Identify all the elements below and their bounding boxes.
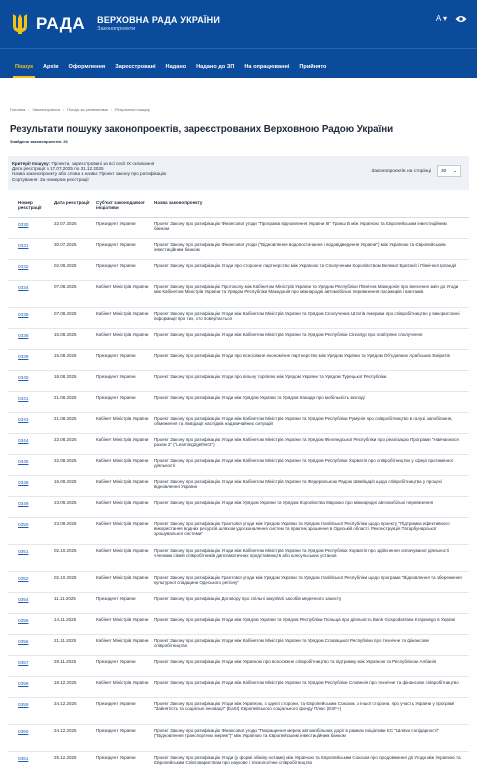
- bill-title: Проект Закону про ратифікацію Угоди між Урядом України та Урядом Канади про мобільність молоді: [154, 394, 365, 400]
- registration-date: 23.09.2025: [54, 499, 77, 505]
- registration-date: 15.08.2025: [54, 352, 77, 358]
- criteria-line: Дата реєстрації з 17.07.2025 по 31.12.2025: [12, 166, 104, 172]
- col-name: Назва законопроекту: [154, 200, 203, 205]
- table-row: [8, 635, 469, 656]
- bill-title: Проект Закону про ратифікацію Фінансової угоди "Покращення мереж автомобільних доріг в рамках Ініціативи ЄС "Шляхи солідарності" ("Відновлення транспортних мереж")" між Україною та Європейським інвестиційним банком: [154, 727, 440, 738]
- table-row: [8, 476, 469, 497]
- registration-date: 21.08.2025: [54, 415, 77, 421]
- breadcrumb-separator: /: [28, 107, 30, 112]
- registration-date: 22.08.2025: [54, 457, 77, 463]
- page-title: Результати пошуку законопроектів, зареєстрованих Верховною Радою України: [10, 124, 394, 135]
- bill-title: Проект Закону про ратифікацію Угоди між Україною, з однієї сторони, та Європейським Союзом, з іншої сторони, про участь України у програмі "Зайнятість та соціальні інновації" (EaSI) Європейського соціального фонду Плюс (ESF+): [154, 700, 455, 711]
- nav-item[interactable]: Прийнято: [299, 64, 327, 70]
- bill-number-link[interactable]: 0361: [18, 755, 29, 761]
- site-logo[interactable]: [10, 12, 220, 36]
- table-row: [8, 545, 469, 572]
- bill-title: Проект Закону про ратифікацію Угоди між Кабінетом Міністрів України та Урядом Республіки Сінгапур про повітряне сполучення: [154, 331, 423, 337]
- bill-title: Проект Закону про ратифікацію Угоди між Кабінетом Міністрів України та Урядом Республіки Словенія про технічне та фінансове співробітництво: [154, 679, 459, 685]
- table-row: [8, 308, 469, 329]
- bill-number-link[interactable]: 0343: [18, 416, 29, 422]
- bill-number-link[interactable]: 0345: [18, 458, 29, 464]
- table-row: [8, 614, 469, 635]
- registration-date: 21.11.2025: [54, 637, 77, 643]
- per-page-select[interactable]: 30 ⌄: [437, 165, 461, 177]
- registration-date: 22.08.2025: [54, 436, 77, 442]
- bill-number-link[interactable]: 0330: [18, 221, 29, 227]
- initiator: Президент України: [96, 262, 136, 268]
- initiator: Президент України: [96, 241, 136, 247]
- initiator: Кабінет Міністрів України: [96, 310, 149, 316]
- initiator: Кабінет Міністрів України: [96, 478, 149, 484]
- initiator: Президент України: [96, 754, 136, 760]
- breadcrumb: [0, 78, 477, 114]
- bill-number-link[interactable]: 0341: [18, 395, 29, 401]
- col-date: Дата реєстрації: [54, 200, 90, 205]
- bill-number-link[interactable]: 0344: [18, 437, 29, 443]
- table-row: [8, 572, 469, 593]
- bill-title: Проект Закону про ратифікацію Угоди про вільну торгівлю між Урядом України та Урядом Турецької Республіки: [154, 373, 387, 379]
- initiator: Кабінет Міністрів України: [96, 520, 149, 526]
- initiator: Кабінет Міністрів України: [96, 679, 149, 685]
- registration-date: 25.12.2025: [54, 754, 77, 760]
- initiator: Кабінет Міністрів України: [96, 436, 149, 442]
- registration-date: 07.08.2025: [54, 310, 77, 316]
- table-row: [8, 329, 469, 350]
- table-row: [8, 752, 469, 772]
- bill-title: Проект Закону про ратифікацію Фінансової угоди ("Відновлення водопостачання і водовідведення України") між Україною та Європейським інвестиційним банком: [154, 241, 446, 252]
- bill-number-link[interactable]: 0331: [18, 242, 29, 248]
- registration-date: 28.11.2025: [54, 658, 77, 664]
- nav-item[interactable]: Надано до ЗП: [196, 64, 235, 70]
- table-row: [8, 497, 469, 518]
- bill-title: Проект Закону про ратифікацію Грантової угоди між Урядом України та Урядом Італійської Республіки щодо проекту "Підтримка ефективного використання водних ресурсів шляхом удосконалення систем та практик зрошення в Одеській області. Реконструкція Татарбунарської зрошувальної системи": [154, 520, 450, 537]
- table-row: [8, 392, 469, 413]
- registration-date: 23.09.2025: [54, 520, 77, 526]
- breadcrumb-item[interactable]: Пошук за реквізитами: [67, 107, 108, 112]
- bill-title: Проект Закону про ратифікацію Угоди між Кабінетом Міністрів України та Урядом Фінляндської Республіки про реалізацію Програми "Навчаємося разом 2" ("Learning2gether2"): [154, 436, 459, 447]
- initiator: Кабінет Міністрів України: [96, 415, 149, 421]
- bill-number-link[interactable]: 0356: [18, 638, 29, 644]
- bill-number-link[interactable]: 0334: [18, 284, 29, 290]
- bill-number-link[interactable]: 0335: [18, 311, 29, 317]
- registration-date: 24.12.2025: [54, 727, 77, 733]
- bill-number-link[interactable]: 0358: [18, 680, 29, 686]
- initiator: Президент України: [96, 373, 136, 379]
- registration-date: 15.08.2025: [54, 331, 77, 337]
- nav-item[interactable]: Зареєстровані: [115, 64, 156, 70]
- registration-date: 18.12.2025: [54, 679, 77, 685]
- bill-title: Проект Закону про ратифікацію Угоди про стороннє партнерство між Україною та Сполученим Королівством Великої Британії і Північної Ірландії: [154, 262, 457, 268]
- table-row: [8, 281, 469, 308]
- criteria-line: Сортування: За номером реєстрації: [12, 176, 89, 182]
- initiator: Президент України: [96, 595, 136, 601]
- bill-title: Проект Закону про ратифікацію Угоди між Кабінетом Міністрів України та Федеральною Радою Швейцарії щодо співробітництва у процесі відновлення України: [154, 478, 443, 489]
- table-header: [8, 200, 469, 218]
- table-row: [8, 239, 469, 260]
- registration-date: 07.08.2025: [54, 283, 77, 289]
- initiator: Кабінет Міністрів України: [96, 637, 149, 643]
- bill-number-link[interactable]: 0352: [18, 575, 29, 581]
- nav-item[interactable]: Оформлення: [68, 64, 106, 70]
- breadcrumb-item[interactable]: Законопроекти: [32, 107, 61, 112]
- initiator: Президент України: [96, 658, 136, 664]
- bill-title: Проект Закону про ратифікацію Протоколу між Кабінетом Міністрів України та Урядом Республіки Північна Македонія про внесення змін до Угоди між Кабінетом Міністрів України та Урядом Республіки Македонія про міжнародні автомобільні перевезення пасажирів і вантажів: [154, 283, 459, 294]
- found-count: Знайдено законопроектів: 26: [10, 139, 68, 144]
- initiator: Кабінет Міністрів України: [96, 331, 149, 337]
- table-row: [8, 260, 469, 281]
- bill-title: Проект Закону про ратифікацію Угоди між Кабінетом Міністрів України та Урядом Сполучених Штатів Америки про співробітництво у використанні інформації про тих, хто повертається: [154, 310, 460, 321]
- bill-title: Проект Закону про ратифікацію Угоди про всеосяжне економічне партнерство між Урядом України та Урядом Об'єднаних Арабських Еміратів: [154, 352, 450, 358]
- bill-title: Проект Закону про ратифікацію Угоди між Кабінетом Міністрів України та Урядом Республіки Румунія про співробітництво в галузі запобігання, обмеження та ліквідації наслідків надзвичайних ситуацій: [154, 415, 453, 426]
- trident-icon: [10, 12, 30, 36]
- bill-title: Проект Закону про ратифікацію Угоди між Урядом України та Урядом Королівства Марокко про міжнародні автомобільні перевезення: [154, 499, 434, 505]
- registration-date: 24.12.2025: [54, 700, 77, 706]
- table-row: [8, 350, 469, 371]
- initiator: Кабінет Міністрів України: [96, 457, 149, 463]
- bill-number-link[interactable]: 0351: [18, 548, 29, 554]
- bill-number-link[interactable]: 0338: [18, 332, 29, 338]
- bill-title: Проект Закону про ратифікацію Угоди між Урядом України та Урядом Республіки Польща про діяльність Bank Gospodarstwa Krajowego в Україні: [154, 616, 456, 622]
- table-row: [8, 518, 469, 545]
- table-row: [8, 371, 469, 392]
- registration-date: 14.11.2025: [54, 616, 77, 622]
- bill-title: Проект Закону про ратифікацію Договору про спільні закупівлі засобів медичного захисту: [154, 595, 342, 601]
- breadcrumb-item[interactable]: Головна: [10, 107, 26, 112]
- table-row: [8, 725, 469, 752]
- bill-number-link[interactable]: 0360: [18, 728, 29, 734]
- criteria-line: Назва законопроекту або слова з назви: Проект закону про ратифікацію: [12, 171, 167, 177]
- table-row: [8, 698, 469, 725]
- table-row: [8, 218, 469, 239]
- registration-date: 16.09.2025: [54, 478, 77, 484]
- registration-date: 02.10.2025: [54, 547, 77, 553]
- font-size-toggle[interactable]: A ▾: [435, 14, 447, 23]
- site-title: ВЕРХОВНА РАДА УКРАЇНИ: [97, 14, 220, 25]
- bill-number-link[interactable]: 0332: [18, 263, 29, 269]
- criteria-label: Критерії пошуку:: [12, 161, 51, 166]
- bill-number-link[interactable]: 0354: [18, 596, 29, 602]
- site-header: [0, 0, 477, 48]
- chevron-down-icon: ⌄: [452, 168, 457, 174]
- initiator: Кабінет Міністрів України: [96, 499, 149, 505]
- criteria-line: Проекти, зареєстровані за всі сесії IX скликання: [51, 161, 155, 166]
- breadcrumb-separator: /: [63, 107, 65, 112]
- nav-item[interactable]: Надано: [165, 64, 187, 70]
- col-subject: Суб'єкт законодавчої ініціативи: [96, 200, 145, 211]
- logo-text: РАДА: [36, 14, 86, 33]
- table-row: [8, 434, 469, 455]
- col-number: Номер реєстрації: [18, 200, 42, 211]
- registration-date: 30.07.2025: [54, 241, 77, 247]
- registration-date: 21.08.2025: [54, 394, 77, 400]
- table-row: [8, 677, 469, 698]
- breadcrumb-item: Результати пошуку: [115, 107, 150, 112]
- table-row: [8, 593, 469, 614]
- bill-title: Проект Закону про ратифікацію Угоди між Кабінетом Міністрів України та Урядом Республіки Хорватія про співробітництво у сфері протимінної діяльності: [154, 457, 453, 468]
- bill-number-link[interactable]: 0340: [18, 374, 29, 380]
- table-row: [8, 656, 469, 677]
- bill-number-link[interactable]: 0349: [18, 500, 29, 506]
- main-nav: [0, 48, 477, 78]
- search-criteria-panel: [8, 156, 469, 190]
- initiator: Президент України: [96, 220, 136, 226]
- initiator: Кабінет Міністрів України: [96, 547, 149, 553]
- bill-title: Проект Закону про ратифікацію Угоди між Україною про всеосяжне співробітництво та підтримку між Україною та Республікою Албанія: [154, 658, 437, 664]
- initiator: Президент України: [96, 394, 136, 400]
- initiator: Кабінет Міністрів України: [96, 616, 149, 622]
- registration-date: 18.08.2025: [54, 373, 77, 379]
- bill-number-link[interactable]: 0357: [18, 659, 29, 665]
- bill-title: Проект Закону про ратифікацію Угоди між Кабінетом Міністрів України та Урядом Республіки Хорватія про здійснення оплачуваної діяльності членами сімей співробітників дипломатичних представництв або консульських установ: [154, 547, 450, 558]
- bill-number-link[interactable]: 0348: [18, 479, 29, 485]
- table-row: [8, 413, 469, 434]
- bill-number-link[interactable]: 0355: [18, 617, 29, 623]
- bill-title: Проект Закону про ратифікацію Фінансової угоди "Програма відновлення України III" Транш В між Україною та Європейським інвестиційним банком: [154, 220, 447, 231]
- registration-date: 02.10.2025: [54, 574, 77, 580]
- bill-number-link[interactable]: 0339: [18, 353, 29, 359]
- nav-item[interactable]: На опрацюванні: [244, 64, 290, 70]
- nav-item[interactable]: Архів: [43, 64, 59, 70]
- bill-number-link[interactable]: 0350: [18, 521, 29, 527]
- table-row: [8, 455, 469, 476]
- per-page-label: Законопроектів на сторінці: [371, 168, 431, 174]
- bill-title: Проект Закону про ратифікацію Угоди (у формі обміну нотами) між Україною та Європейським Союзом про продовження дії Угоди між Україною та Європейським Співтовариством про наукове і технологічне співробітництво: [154, 754, 461, 765]
- nav-item[interactable]: Пошук: [10, 64, 38, 78]
- initiator: Президент України: [96, 700, 136, 706]
- breadcrumb-separator: /: [110, 107, 112, 112]
- initiator: Кабінет Міністрів України: [96, 283, 149, 289]
- results-table: [0, 200, 477, 772]
- initiator: Президент України: [96, 352, 136, 358]
- bill-title: Проект Закону про ратифікацію Грантової угоди між Урядом України та Урядом Італійської Республіки щодо програми "Відновлення та збереження культурної спадщини Одеського регіону": [154, 574, 462, 585]
- initiator: Кабінет Міністрів України: [96, 574, 149, 580]
- eye-icon[interactable]: [455, 15, 467, 23]
- registration-date: 22.07.2025: [54, 220, 77, 226]
- initiator: Президент України: [96, 727, 136, 733]
- registration-date: 02.08.2025: [54, 262, 77, 268]
- site-subtitle: Законопроекти: [97, 26, 136, 33]
- registration-date: 11.11.2025: [54, 595, 76, 601]
- bill-title: Проект Закону про ратифікацію Угоди між Кабінетом Міністрів України та Урядом Словацької Республіки про технічне та фінансове співробітництво: [154, 637, 430, 648]
- bill-number-link[interactable]: 0359: [18, 701, 29, 707]
